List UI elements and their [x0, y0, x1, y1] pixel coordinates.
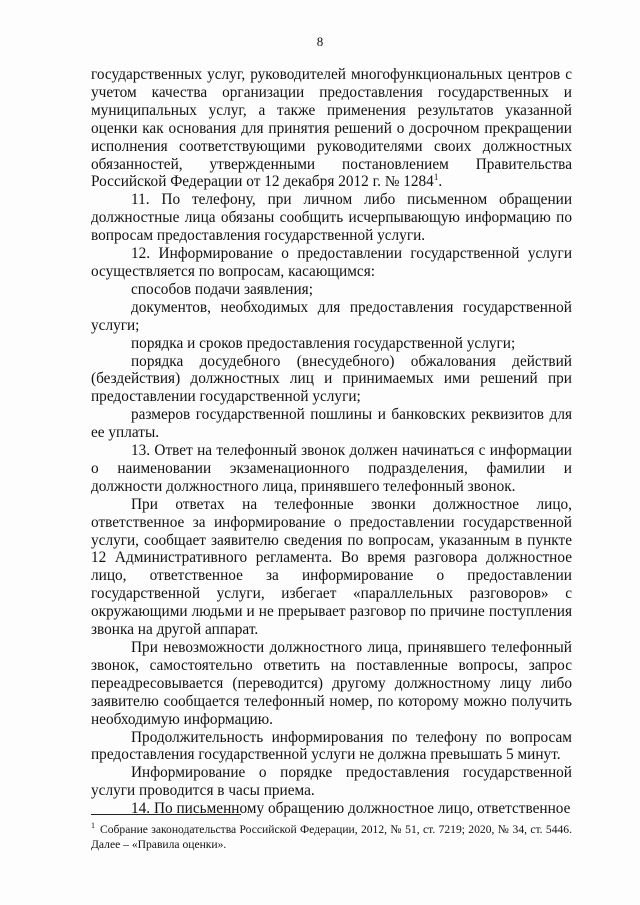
paragraph-text: государственных услуг, руководителей многофункциональных центров с учетом качества организации предоставления государственных и муниципальных услуг, а также применения результатов указанной оценки как основания для принятия решений о досрочном прекращении исполнения соответствующими руководителями своих должностных обязанностей, утвержденными постановлением Правительства Российской Федерации от 12 декабря 2012 г. № 1284	[91, 66, 572, 191]
list-item: документов, необходимых для предоставления государственной услуги;	[91, 298, 572, 334]
footnote-separator	[91, 814, 241, 815]
list-item: порядка досудебного (внесудебного) обжалования действий (бездействия) должностных лиц и принимаемых ими решений при предоставлении государственной услуги;	[91, 352, 572, 406]
page-number: 8	[316, 34, 324, 49]
footnote-mark: 1	[91, 821, 95, 831]
paragraph: Продолжительность информирования по телефону по вопросам предоставления государственной услуги не должна превышать 5 минут.	[91, 728, 572, 764]
paragraph: При невозможности должностного лица, принявшего телефонный звонок, самостоятельно ответить на поставленные вопросы, запрос переадресовывается (переводится) другому должностному лицу либо заявителю сообщается телефонный номер, по которому можно получить необходимую информацию.	[91, 639, 572, 728]
paragraph: 11. По телефону, при личном либо письменном обращении должностные лица обязаны сообщить исчерпывающую информацию по вопросам предоставления государственной услуги.	[91, 191, 572, 245]
list-item: порядка и сроков предоставления государственной услуги;	[131, 334, 516, 352]
paragraph: 13. Ответ на телефонный звонок должен начинаться с информации о наименовании экзаменационного подразделения, фамилии и должности должностного лица, принявшего телефонный звонок.	[91, 442, 572, 495]
footnote	[91, 822, 572, 852]
list-item: способов подачи заявления;	[131, 280, 313, 298]
paragraph-tail: .	[438, 173, 443, 191]
list-item: размеров государственной пошлины и банковских реквизитов для ее уплаты.	[91, 406, 572, 442]
paragraph	[91, 66, 572, 191]
paragraph: При ответах на телефонные звонки должностное лицо, ответственное за информирование о предоставлении государственной услуги, сообщает заявителю сведения по вопросам, указанным в пункте 12 Административного регламента. Во время разговора должностное лицо, ответственное за информирование о предоставлении государственной услуги, избегает «параллельных разговоров» с окружающими людьми и не прерывает разговор по причине поступления звонка на другой аппарат.	[91, 495, 572, 639]
document-body	[91, 66, 572, 818]
paragraph: Информирование о порядке предоставления государственной услуги проводится в часы приема.	[91, 764, 572, 800]
footnote-text: Собрание законодательства Российской Федерации, 2012, № 51, ст. 7219; 2020, № 34, ст. 5446. Далее – «Правила оценки».	[91, 823, 572, 851]
paragraph: 14. По письменному обращению должностное лицо, ответственное	[131, 800, 571, 818]
paragraph: 12. Информирование о предоставлении государственной услуги осуществляется по вопросам, касающимся:	[91, 245, 572, 280]
footnote-reference: 1	[433, 172, 439, 183]
